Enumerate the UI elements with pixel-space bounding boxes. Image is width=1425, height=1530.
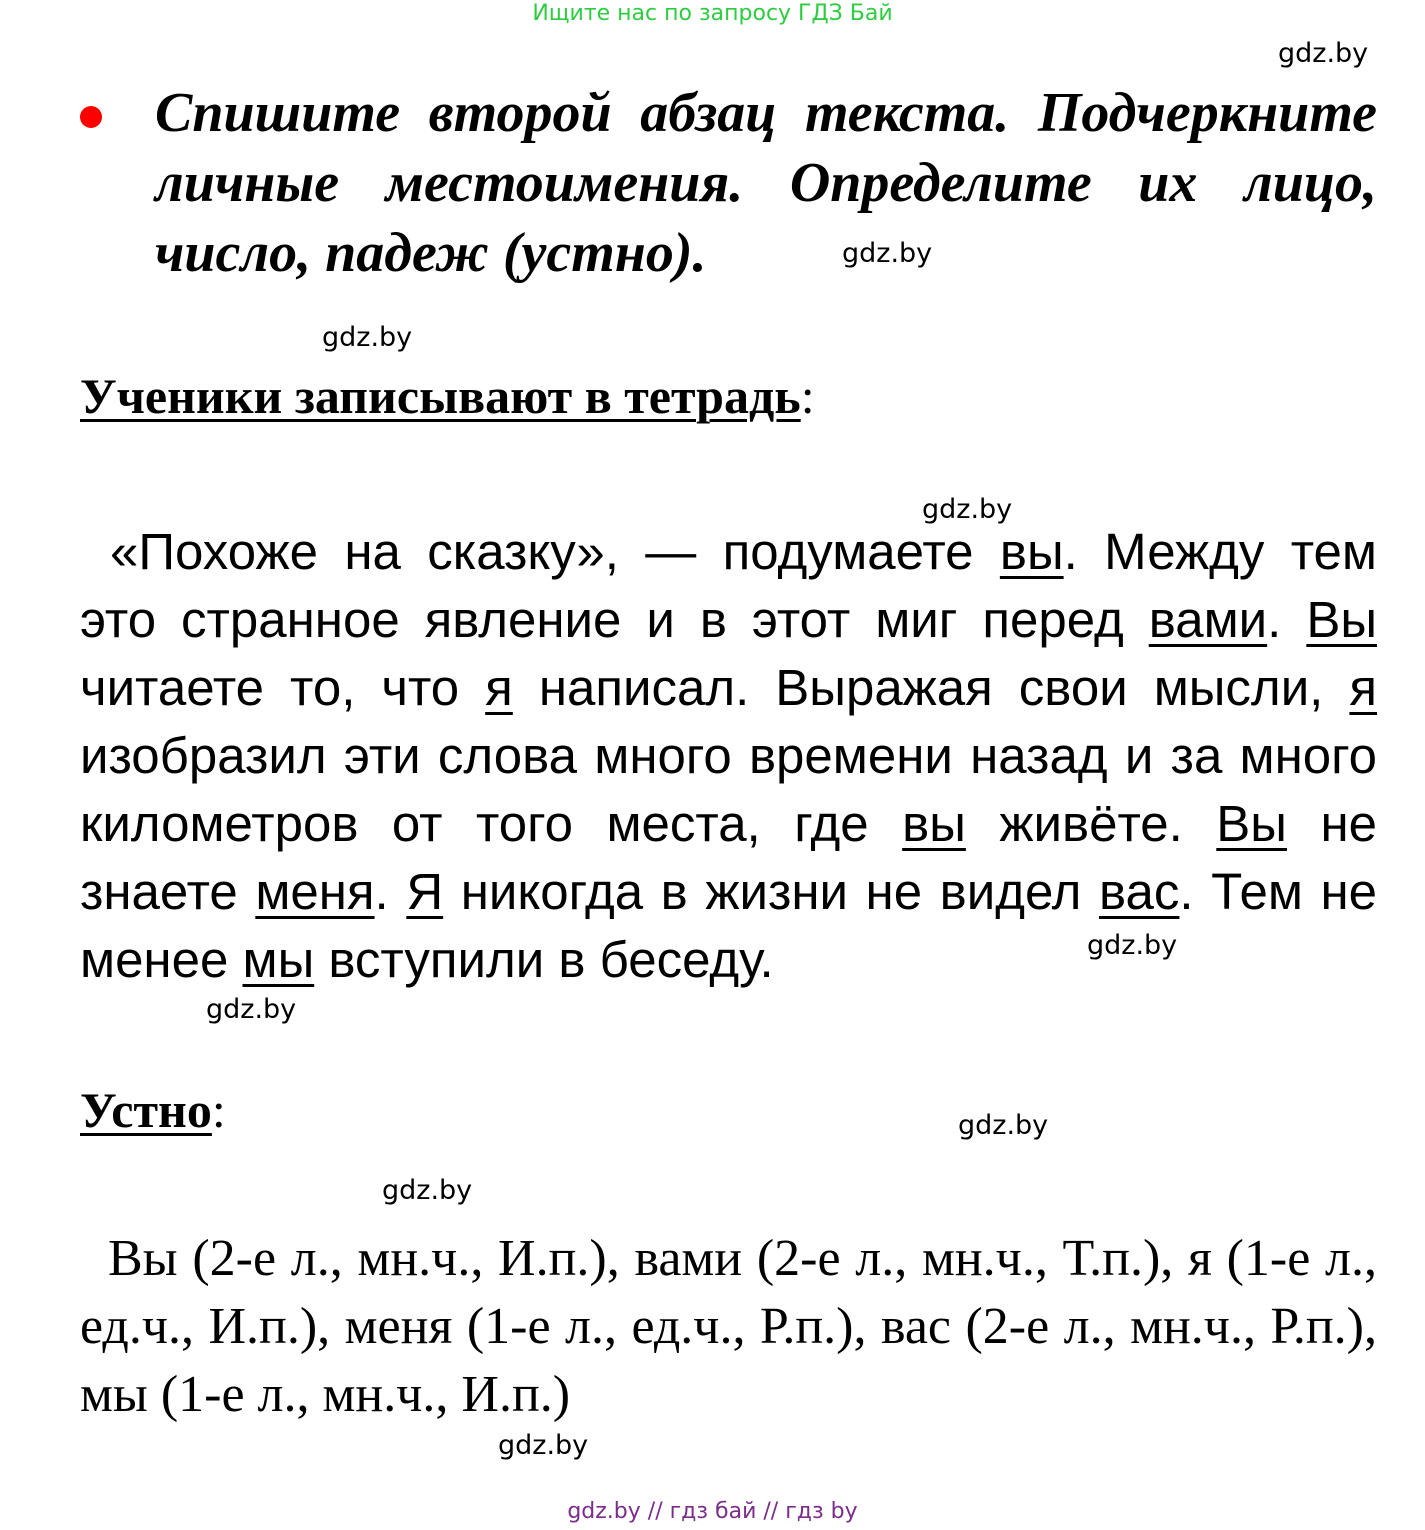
watermark: gdz.by	[498, 1430, 589, 1461]
bullet-icon	[80, 106, 102, 128]
task-statement: Спишите второй абзац текста. Подчеркните личные местоимения. Определите их лицо, число, падеж (устно).	[155, 82, 1377, 284]
watermark: gdz.by	[842, 238, 933, 269]
pronoun-underlined: я	[485, 659, 513, 716]
passage-text: читаете то, что	[80, 659, 486, 716]
pronoun-underlined: мы	[242, 931, 315, 988]
oral-answer: Вы (2-е л., мн.ч., И.п.), вами (2-е л., мн.ч., Т.п.), я (1-е л., ед.ч., И.п.), меня (1-е л., ед.ч., Р.п.), вас (2-е л., мн.ч., Р.п.), мы (1-е л., мн.ч., И.п.)	[80, 1230, 1377, 1423]
notebook-heading: Ученики записывают в тетрадь:	[80, 368, 815, 424]
pronoun-underlined: вы	[902, 795, 966, 852]
pronoun-underlined: Вы	[1216, 795, 1287, 852]
passage-text: написал. Выражая свои мысли,	[512, 659, 1350, 716]
watermark: gdz.by	[1278, 38, 1369, 69]
pronoun-underlined: Я	[406, 863, 444, 920]
pronoun-underlined: меня	[255, 863, 375, 920]
footer-text[interactable]: gdz.by // гдз бай // гдз by	[567, 1499, 858, 1524]
passage-text: изобразил эти слова много времени назад и за много километров от того места, где	[80, 727, 1377, 852]
watermark: gdz.by	[1087, 930, 1178, 961]
passage-text: живёте.	[965, 795, 1217, 852]
passage-text: .	[374, 863, 407, 920]
pronoun-underlined: вас	[1099, 863, 1180, 920]
passage-text: . Между тем это странное явление и в этот миг перед	[80, 523, 1377, 648]
notebook-passage	[80, 518, 1377, 994]
watermark: gdz.by	[922, 494, 1013, 525]
passage-text: . Тем не менее	[80, 863, 1378, 988]
watermark: gdz.by	[206, 994, 297, 1025]
footer-links	[0, 1498, 1425, 1526]
passage-text: .	[1267, 591, 1307, 648]
passage-text: не знаете	[80, 795, 1377, 920]
pronoun-underlined: я	[1349, 659, 1378, 716]
site-banner: Ищите нас по запросу ГДЗ Бай	[532, 1, 893, 26]
watermark: gdz.by	[322, 322, 413, 353]
passage-text: вступили в беседу.	[314, 931, 774, 988]
watermark: gdz.by	[382, 1175, 473, 1206]
watermark: gdz.by	[958, 1110, 1049, 1141]
passage-text: «Похоже на сказку», — подумаете	[110, 523, 1000, 580]
passage-text: никогда в жизни не видел	[443, 863, 1100, 920]
oral-heading: Устно:	[80, 1082, 226, 1138]
pronoun-underlined: вами	[1148, 591, 1268, 648]
pronoun-underlined: вы	[999, 523, 1064, 580]
pronoun-underlined: Вы	[1306, 591, 1377, 648]
